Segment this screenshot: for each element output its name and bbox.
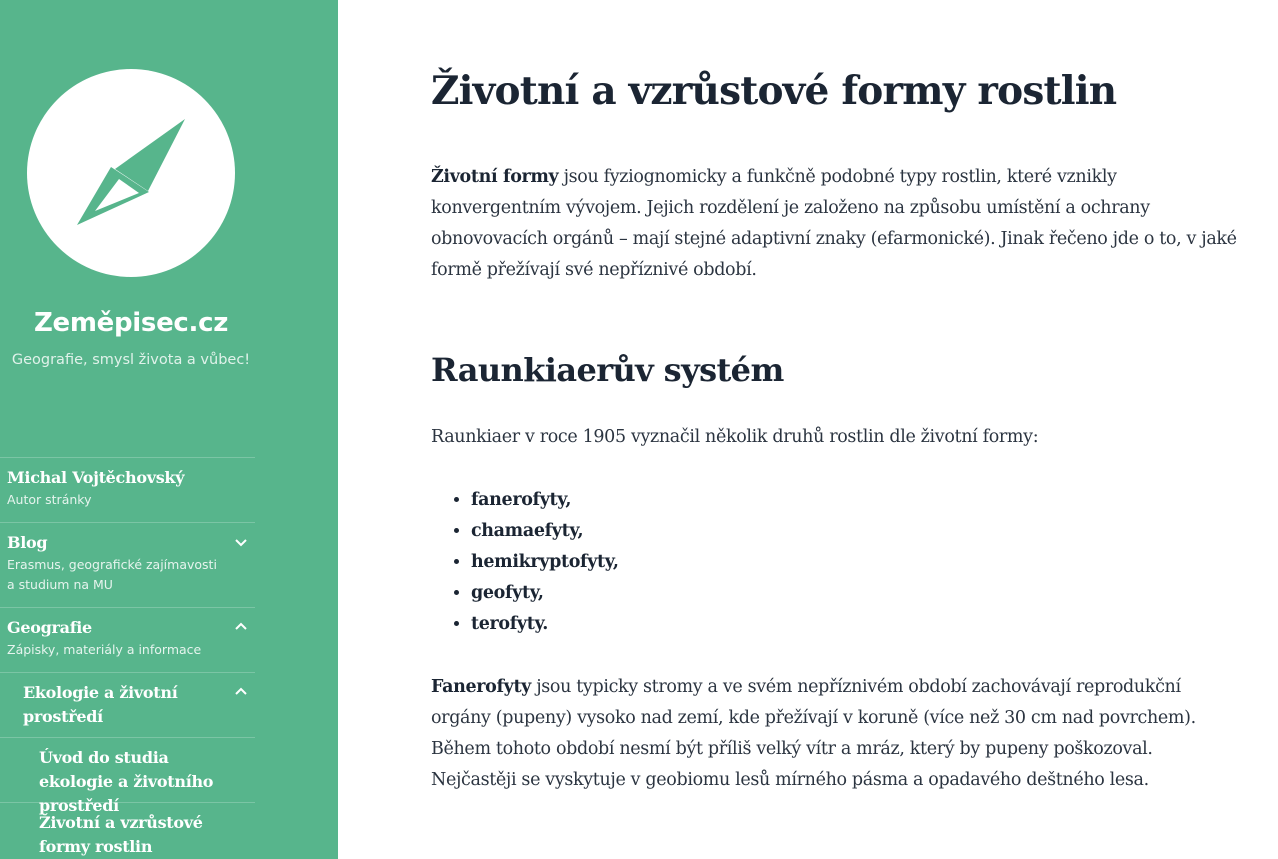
- sidebar-item-geografie[interactable]: [0, 608, 255, 673]
- chevron-up-icon[interactable]: [233, 619, 249, 635]
- sidebar-item-description: Zápisky, materiály a informace: [7, 642, 202, 657]
- sidebar-item-description: Autor stránky: [7, 492, 92, 507]
- compass-icon: [27, 69, 235, 277]
- site-title[interactable]: Zeměpisec.cz: [33, 308, 229, 338]
- sidebar-item-label[interactable]: Úvod do studia ekologie a životního prostředí: [39, 748, 214, 815]
- sidebar-item-label[interactable]: Michal Vojtěchovský: [7, 468, 185, 487]
- sidebar-item-uvod[interactable]: [0, 738, 255, 815]
- fanerofyty-paragraph: [431, 672, 1241, 796]
- sidebar-item-label[interactable]: Geografie: [7, 618, 92, 637]
- sidebar-item-ekologie[interactable]: [0, 673, 255, 738]
- page-title: Životní a vzrůstové formy rostlin: [431, 68, 1117, 114]
- sidebar-item-description: Erasmus, geografické zajímavosti a studium na MU: [7, 557, 217, 592]
- intro-term: Životní formy: [431, 167, 559, 187]
- list-item: • geofyty,: [471, 578, 619, 609]
- sidebar-item-label[interactable]: Blog: [7, 533, 48, 552]
- sidebar-menu: [0, 457, 255, 859]
- sidebar-item-zivotni-formy[interactable]: [0, 803, 255, 859]
- list-item: • terofyty.: [471, 609, 619, 640]
- chevron-up-icon[interactable]: [233, 684, 249, 700]
- chevron-down-icon[interactable]: [233, 534, 249, 550]
- site-logo[interactable]: [27, 69, 235, 277]
- sidebar-item-author[interactable]: [0, 458, 255, 523]
- intro-paragraph: [431, 162, 1241, 286]
- fanerofyty-term: Fanerofyty: [431, 677, 532, 697]
- list-item: • chamaefyty,: [471, 516, 619, 547]
- sidebar: [0, 0, 338, 859]
- list-item: • fanerofyty,: [471, 485, 619, 516]
- sidebar-item-label[interactable]: Ekologie a životní prostředí: [23, 683, 178, 726]
- intro-text: jsou fyziognomicky a funkčně podobné typy rostlin, které vznikly konvergentním vývojem. Jejich rozdělení je založeno na způsobu umístění a ochrany obnovovacích orgánů – mají stejné adaptivní znaky (efarmonické). Jinak řečeno jde o to, v jaké formě přežívají své nepříznivé období.: [431, 167, 1237, 280]
- site-tagline: Geografie, smysl života a vůbec!: [11, 352, 251, 368]
- fanerofyty-text: jsou typicky stromy a ve svém nepříznivém období zachovávají reprodukční orgány (pupeny) vysoko nad zemí, kde přežívají v koruně (více než 30 cm nad povrchem). Během tohoto období nesmí být příliš velký vítr a mráz, který by pupeny poškozoval. Nejčastěji se vyskytuje v geobiomu lesů mírného pásma a opadavého deštného lesa.: [431, 677, 1196, 790]
- section-intro: Raunkiaer v roce 1905 vyznačil několik druhů rostlin dle životní formy:: [431, 427, 1039, 447]
- sidebar-item-blog[interactable]: [0, 523, 255, 608]
- section-title: Raunkiaerův systém: [431, 351, 784, 389]
- list-item: • hemikryptofyty,: [471, 547, 619, 578]
- life-forms-list: [431, 485, 619, 640]
- sidebar-item-label[interactable]: Životní a vzrůstové formy rostlin: [39, 813, 203, 856]
